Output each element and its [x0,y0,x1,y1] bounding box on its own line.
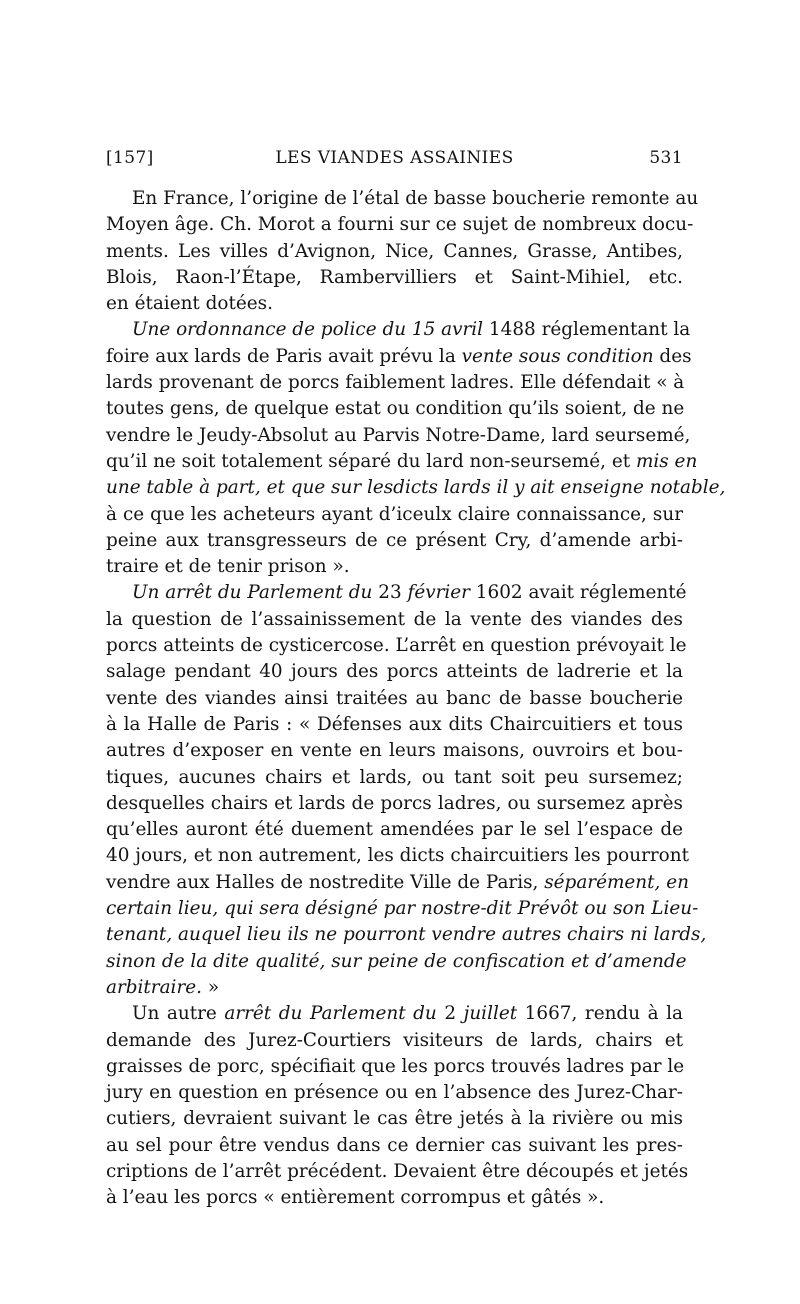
running-head [106,148,683,172]
text-line: certain lieu, qui sera désigné par nostre-dit Prévôt ou son Lieu- [106,898,699,920]
running-title: LES VIANDES ASSAINIES [275,148,514,168]
text-line: jury en question en présence ou en l’absence des Jurez-Char- [106,1082,683,1104]
body-text [106,186,726,1212]
text-line: demande des Jurez-Courtiers visiteurs de lards, chairs et [106,1029,683,1051]
text-line [106,1001,683,1027]
italic-text: séparément, en [544,871,689,893]
text-line: la question de l’assainissement de la vente des viandes des [106,608,683,630]
text-line: salage pendant 40 jours des porcs atteints de ladrerie et la [106,661,683,683]
roman-text: 1488 réglementant la [483,319,691,341]
italic-text: juillet [463,1003,518,1025]
text-line: à ce que les acheteurs ayant d’iceulx claire connaissance, sur [106,503,683,525]
italic-text: arbitraire. [106,976,202,998]
text-line: toutes gens, de quelque estat ou condition qu’ils soient, de ne [106,398,685,420]
paragraph [106,317,726,580]
paragraph [106,186,699,317]
text-line: autres d’exposer en vente en leurs maisons, ouvroirs et bou- [106,740,683,762]
italic-text: Un arrêt du Parlement du [132,582,373,604]
text-line [106,580,687,606]
text-line: sinon de la dite qualité, sur peine de confiscation et d’amende [106,950,687,972]
text-line: Moyen âge. Ch. Morot a fourni sur ce sujet de nombreux docu- [106,214,694,236]
text-line: desquelles chairs et lards de porcs ladres, ou sursemez après [106,792,683,814]
text-line: vendre le Jeudy-Absolut au Parvis Notre-Dame, lard seursemé, [106,424,691,446]
roman-text: » [201,976,220,998]
text-line: 40 jours, et non autrement, les dicts chaircuitiers les pourront [106,845,689,867]
italic-text: Une ordonnance de police du 15 avril [132,319,484,341]
roman-text: 1667, rendu à la [517,1003,683,1025]
text-line: lards provenant de porcs faiblement ladres. Elle défendait « à [106,372,685,394]
text-line: au sel pour être vendus dans ce dernier cas suivant les pres- [106,1134,683,1156]
text-line [106,344,692,370]
text-line: En France, l’origine de l’étal de basse boucherie remonte au [132,188,699,209]
text-line: criptions de l’arrêt précédent. Devaient être découpés et jetés [106,1160,689,1182]
paragraph [106,580,707,1001]
page-reference: [157] [106,148,154,168]
text-line: peine aux transgresseurs de ce présent Cry, d’amende arbi- [106,529,683,551]
text-line [106,870,689,896]
text-line [106,975,683,1001]
roman-text: 23 [372,582,408,604]
page-number: 531 [649,148,683,168]
text-line: ments. Les villes d’Avignon, Nice, Cannes, Grasse, Antibes, [106,240,683,262]
roman-text: 2 [436,1003,464,1025]
text-line: qu’elles auront été duement amendées par le sel l’espace de [106,819,683,841]
text-line: porcs atteints de cysticercose. L’arrêt en question prévoyait le [106,635,687,657]
roman-text: qu’il ne soit totalement séparé du lard non-seursemé, et [106,450,636,472]
text-line: cutiers, devraient suivant le cas être jetés à la rivière ou mis [106,1108,683,1130]
roman-text: foire aux lards de Paris avait prévu la [106,345,462,367]
italic-text: vente sous condition [461,345,654,367]
roman-text: vendre aux Halles de nostredite Ville de Paris, [106,871,545,893]
text-line [106,449,698,475]
text-line: à la Halle de Paris : « Défenses aux dits Chaircuitiers et tous [106,713,683,735]
text-line: vente des viandes ainsi traitées au banc de basse boucherie [106,687,683,709]
roman-text: Un autre [132,1003,225,1025]
text-line: tiques, aucunes chairs et lards, ou tant soit peu sursemez; [106,766,683,788]
text-line: tenant, auquel lieu ils ne pourront vendre autres chairs ni lards, [106,924,707,946]
roman-text: 1602 avait réglementé [469,582,687,604]
text-line: Blois, Raon-l’Étape, Rambervilliers et Saint-Mihiel, etc. [106,266,683,288]
text-line: une table à part, et que sur lesdicts lards il y ait enseigne notable, [106,477,726,499]
text-line: en étaient dotées. [106,293,273,315]
text-line: traire et de tenir prison ». [106,556,350,578]
paragraph [106,1001,689,1211]
text-line [106,317,691,343]
roman-text: des [653,345,692,367]
italic-text: février [407,582,470,604]
italic-text: mis en [635,450,698,472]
italic-text: arrêt du Parlement du [224,1003,437,1025]
text-line: graisses de porc, spécifiait que les porcs trouvés ladres par le [106,1055,685,1077]
text-line: à l’eau les porcs « entièrement corrompus et gâtés ». [106,1187,605,1209]
